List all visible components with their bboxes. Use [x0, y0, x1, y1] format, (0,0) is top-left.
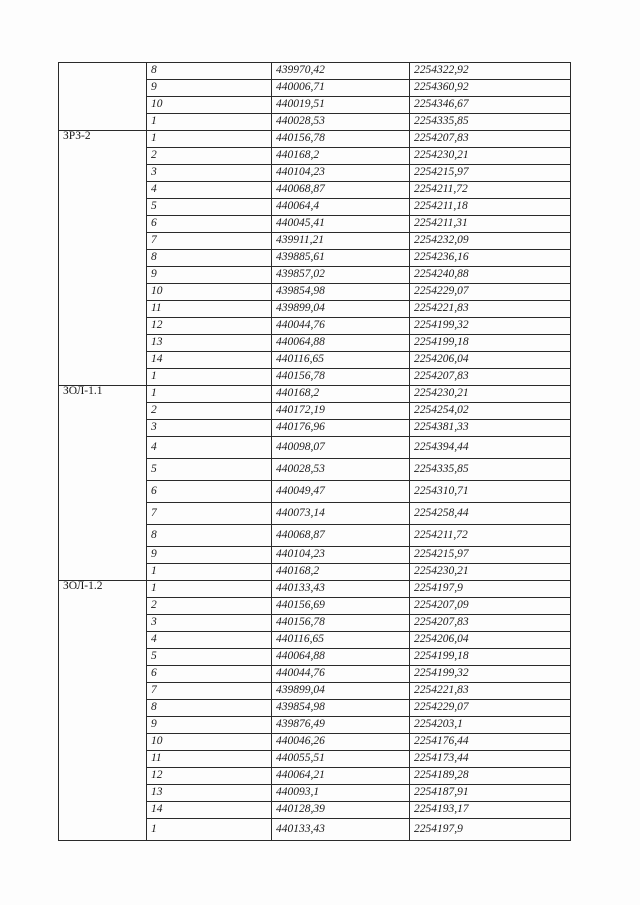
point-number: 1 [147, 581, 272, 598]
x-coordinate: 440176,96 [272, 420, 410, 437]
x-coordinate: 440104,23 [272, 547, 410, 564]
point-number: 14 [147, 802, 272, 819]
point-number: 2 [147, 403, 272, 420]
x-coordinate: 440116,65 [272, 632, 410, 649]
point-number: 9 [147, 267, 272, 284]
x-coordinate: 440064,4 [272, 199, 410, 216]
x-coordinate: 440168,2 [272, 386, 410, 403]
zone-cell: ЗРЗ-2 [59, 131, 147, 386]
y-coordinate: 2254221,83 [410, 301, 571, 318]
point-number: 6 [147, 481, 272, 503]
y-coordinate: 2254199,18 [410, 335, 571, 352]
y-coordinate: 2254335,85 [410, 114, 571, 131]
x-coordinate: 440172,19 [272, 403, 410, 420]
point-number: 12 [147, 318, 272, 335]
x-coordinate: 440064,88 [272, 649, 410, 666]
zone-cell [59, 63, 147, 131]
y-coordinate: 2254176,44 [410, 734, 571, 751]
point-number: 3 [147, 165, 272, 182]
x-coordinate: 440104,23 [272, 165, 410, 182]
y-coordinate: 2254173,44 [410, 751, 571, 768]
x-coordinate: 439876,49 [272, 717, 410, 734]
table-row [59, 131, 571, 148]
y-coordinate: 2254206,04 [410, 632, 571, 649]
point-number: 8 [147, 700, 272, 717]
x-coordinate: 440116,65 [272, 352, 410, 369]
point-number: 4 [147, 437, 272, 459]
x-coordinate: 440045,41 [272, 216, 410, 233]
x-coordinate: 440168,2 [272, 148, 410, 165]
x-coordinate: 440028,53 [272, 114, 410, 131]
x-coordinate: 440156,78 [272, 369, 410, 386]
y-coordinate: 2254211,18 [410, 199, 571, 216]
point-number: 13 [147, 785, 272, 802]
point-number: 11 [147, 751, 272, 768]
x-coordinate: 439899,04 [272, 683, 410, 700]
y-coordinate: 2254211,72 [410, 525, 571, 547]
point-number: 4 [147, 632, 272, 649]
y-coordinate: 2254207,83 [410, 131, 571, 148]
y-coordinate: 2254197,9 [410, 581, 571, 598]
y-coordinate: 2254310,71 [410, 481, 571, 503]
point-number: 7 [147, 233, 272, 250]
point-number: 3 [147, 420, 272, 437]
point-number: 11 [147, 301, 272, 318]
y-coordinate: 2254189,28 [410, 768, 571, 785]
y-coordinate: 2254193,17 [410, 802, 571, 819]
y-coordinate: 2254215,97 [410, 165, 571, 182]
x-coordinate: 440068,87 [272, 525, 410, 547]
y-coordinate: 2254258,44 [410, 503, 571, 525]
y-coordinate: 2254206,04 [410, 352, 571, 369]
x-coordinate: 440064,21 [272, 768, 410, 785]
point-number: 9 [147, 80, 272, 97]
point-number: 5 [147, 199, 272, 216]
y-coordinate: 2254203,1 [410, 717, 571, 734]
x-coordinate: 440098,07 [272, 437, 410, 459]
x-coordinate: 440156,78 [272, 615, 410, 632]
x-coordinate: 440055,51 [272, 751, 410, 768]
point-number: 5 [147, 459, 272, 481]
y-coordinate: 2254335,85 [410, 459, 571, 481]
x-coordinate: 439857,02 [272, 267, 410, 284]
x-coordinate: 440168,2 [272, 564, 410, 581]
y-coordinate: 2254230,21 [410, 564, 571, 581]
x-coordinate: 440068,87 [272, 182, 410, 199]
point-number: 3 [147, 615, 272, 632]
y-coordinate: 2254346,67 [410, 97, 571, 114]
point-number: 10 [147, 734, 272, 751]
point-number: 10 [147, 284, 272, 301]
y-coordinate: 2254322,92 [410, 63, 571, 80]
y-coordinate: 2254236,16 [410, 250, 571, 267]
y-coordinate: 2254394,44 [410, 437, 571, 459]
x-coordinate: 440028,53 [272, 459, 410, 481]
y-coordinate: 2254221,83 [410, 683, 571, 700]
point-number: 12 [147, 768, 272, 785]
point-number: 1 [147, 369, 272, 386]
coordinates-table [58, 62, 571, 841]
point-number: 7 [147, 503, 272, 525]
y-coordinate: 2254230,21 [410, 148, 571, 165]
x-coordinate: 439854,98 [272, 284, 410, 301]
y-coordinate: 2254199,18 [410, 649, 571, 666]
x-coordinate: 440133,43 [272, 581, 410, 598]
point-number: 1 [147, 131, 272, 148]
x-coordinate: 440093,1 [272, 785, 410, 802]
y-coordinate: 2254199,32 [410, 318, 571, 335]
table-row [59, 386, 571, 403]
x-coordinate: 440133,43 [272, 819, 410, 841]
point-number: 7 [147, 683, 272, 700]
point-number: 9 [147, 717, 272, 734]
x-coordinate: 440046,26 [272, 734, 410, 751]
table-row [59, 63, 571, 80]
x-coordinate: 440006,71 [272, 80, 410, 97]
x-coordinate: 440044,76 [272, 318, 410, 335]
x-coordinate: 439911,21 [272, 233, 410, 250]
point-number: 1 [147, 564, 272, 581]
y-coordinate: 2254230,21 [410, 386, 571, 403]
point-number: 2 [147, 148, 272, 165]
y-coordinate: 2254381,33 [410, 420, 571, 437]
point-number: 8 [147, 525, 272, 547]
point-number: 13 [147, 335, 272, 352]
y-coordinate: 2254254,02 [410, 403, 571, 420]
y-coordinate: 2254229,07 [410, 700, 571, 717]
point-number: 9 [147, 547, 272, 564]
y-coordinate: 2254240,88 [410, 267, 571, 284]
y-coordinate: 2254199,32 [410, 666, 571, 683]
x-coordinate: 440156,69 [272, 598, 410, 615]
x-coordinate: 440156,78 [272, 131, 410, 148]
y-coordinate: 2254215,97 [410, 547, 571, 564]
point-number: 14 [147, 352, 272, 369]
x-coordinate: 440049,47 [272, 481, 410, 503]
x-coordinate: 440064,88 [272, 335, 410, 352]
point-number: 8 [147, 250, 272, 267]
x-coordinate: 440073,14 [272, 503, 410, 525]
y-coordinate: 2254211,31 [410, 216, 571, 233]
point-number: 8 [147, 63, 272, 80]
x-coordinate: 439970,42 [272, 63, 410, 80]
y-coordinate: 2254229,07 [410, 284, 571, 301]
y-coordinate: 2254197,9 [410, 819, 571, 841]
point-number: 10 [147, 97, 272, 114]
zone-cell: ЗОЛ-1.2 [59, 581, 147, 841]
point-number: 5 [147, 649, 272, 666]
x-coordinate: 439854,98 [272, 700, 410, 717]
y-coordinate: 2254207,09 [410, 598, 571, 615]
point-number: 4 [147, 182, 272, 199]
x-coordinate: 440044,76 [272, 666, 410, 683]
table-row [59, 581, 571, 598]
y-coordinate: 2254360,92 [410, 80, 571, 97]
point-number: 1 [147, 114, 272, 131]
zone-cell: ЗОЛ-1.1 [59, 386, 147, 581]
y-coordinate: 2254211,72 [410, 182, 571, 199]
y-coordinate: 2254232,09 [410, 233, 571, 250]
point-number: 6 [147, 216, 272, 233]
x-coordinate: 440128,39 [272, 802, 410, 819]
y-coordinate: 2254207,83 [410, 369, 571, 386]
y-coordinate: 2254187,91 [410, 785, 571, 802]
point-number: 6 [147, 666, 272, 683]
point-number: 1 [147, 386, 272, 403]
point-number: 1 [147, 819, 272, 841]
x-coordinate: 439885,61 [272, 250, 410, 267]
x-coordinate: 440019,51 [272, 97, 410, 114]
x-coordinate: 439899,04 [272, 301, 410, 318]
y-coordinate: 2254207,83 [410, 615, 571, 632]
point-number: 2 [147, 598, 272, 615]
